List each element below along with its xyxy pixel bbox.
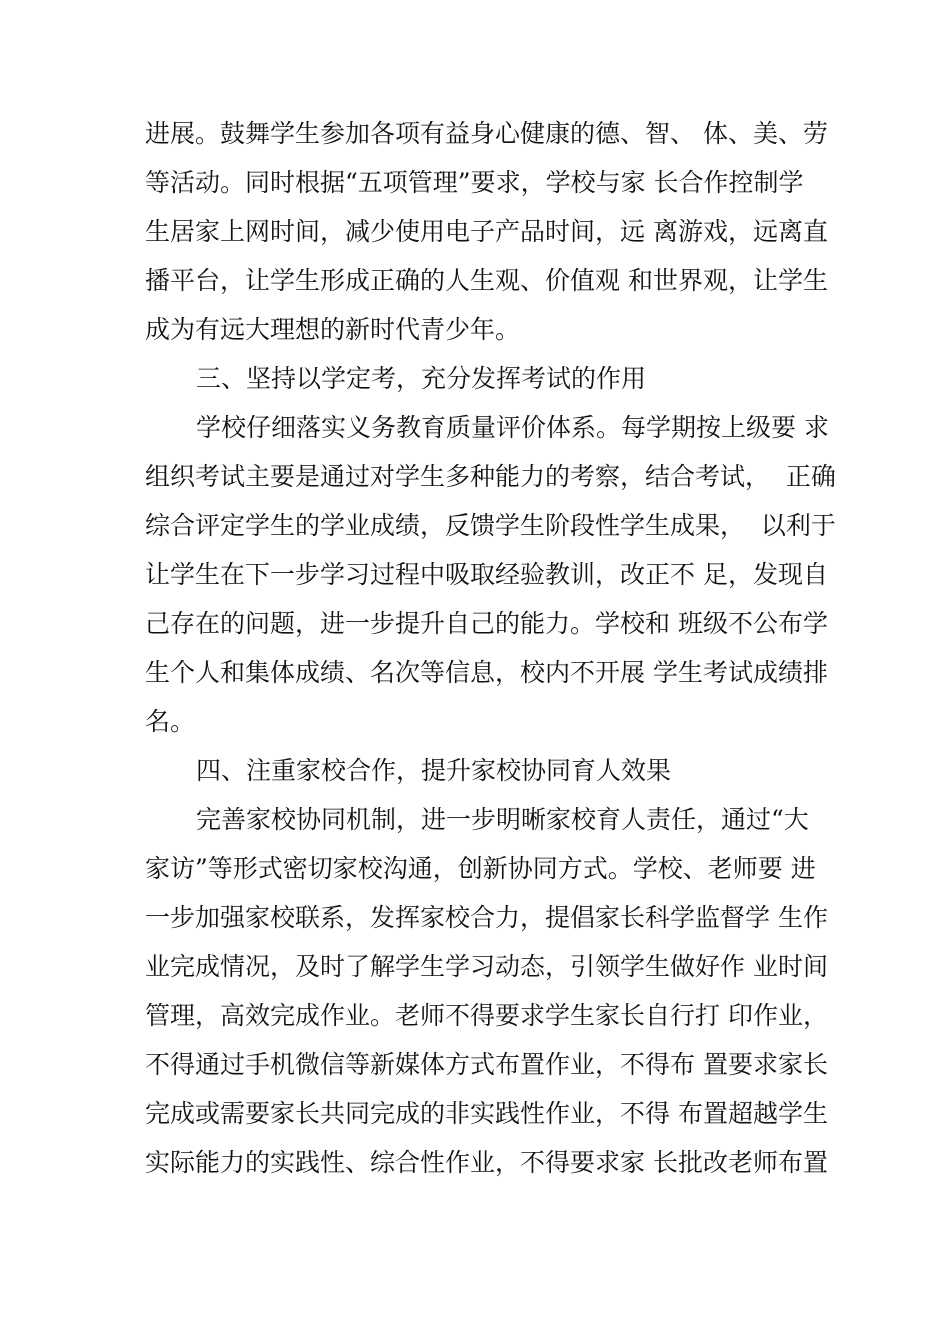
section-heading: 四、注重家校合作，提升家校协同育人效果 (196, 756, 672, 785)
text-line: 等活动。同时根据“五项管理”要求，学校与家 长合作控制学 (145, 168, 804, 197)
text-line: 成为有远大理想的新时代青少年。 (145, 315, 521, 344)
text-line: 己存在的问题，进一步提升自己的能力。学校和 班级不公布学 (145, 609, 828, 638)
text-line: 家访”等形式密切家校沟通，创新协同方式。学校、老师要 进 (145, 854, 816, 883)
text-line: 综合评定学生的学业成绩，反馈学生阶段性学生成果， 以利于 (145, 511, 836, 540)
section-heading: 三、坚持以学定考，充分发挥考试的作用 (196, 364, 647, 393)
text-line: 业完成情况，及时了解学生学习动态，引领学生做好作 业时间 (145, 952, 828, 981)
paragraph-first-line: 完善家校协同机制，进一步明晰家校育人责任，通过“大 (196, 805, 809, 834)
text-line: 播平台，让学生形成正确的人生观、价值观 和世界观，让学生 (145, 266, 828, 295)
text-line: 不得通过手机微信等新媒体方式布置作业，不得布 置要求家长 (145, 1050, 828, 1079)
text-line: 生居家上网时间，减少使用电子产品时间，远 离游戏，远离直 (145, 217, 828, 246)
text-line: 一步加强家校联系，发挥家校合力，提倡家长科学监督学 生作 (145, 903, 828, 932)
text-line: 组织考试主要是通过对学生多种能力的考察，结合考试， 正确 (145, 462, 836, 491)
text-line: 进展。鼓舞学生参加各项有益身心健康的德、智、 体、美、劳 (145, 119, 828, 148)
text-line: 让学生在下一步学习过程中吸取经验教训，改正不 足，发现自 (145, 560, 828, 589)
text-line: 实际能力的实践性、综合性作业，不得要求家 长批改老师布置 (145, 1148, 828, 1177)
text-line: 完成或需要家长共同完成的非实践性作业，不得 布置超越学生 (145, 1099, 828, 1128)
text-line: 名。 (145, 707, 196, 736)
text-line: 生个人和集体成绩、名次等信息，校内不开展 学生考试成绩排 (145, 658, 828, 687)
paragraph-first-line: 学校仔细落实义务教育质量评价体系。每学期按上级要 求 (196, 413, 829, 442)
text-line: 管理，高效完成作业。老师不得要求学生家长自行打 印作业， (145, 1001, 828, 1030)
